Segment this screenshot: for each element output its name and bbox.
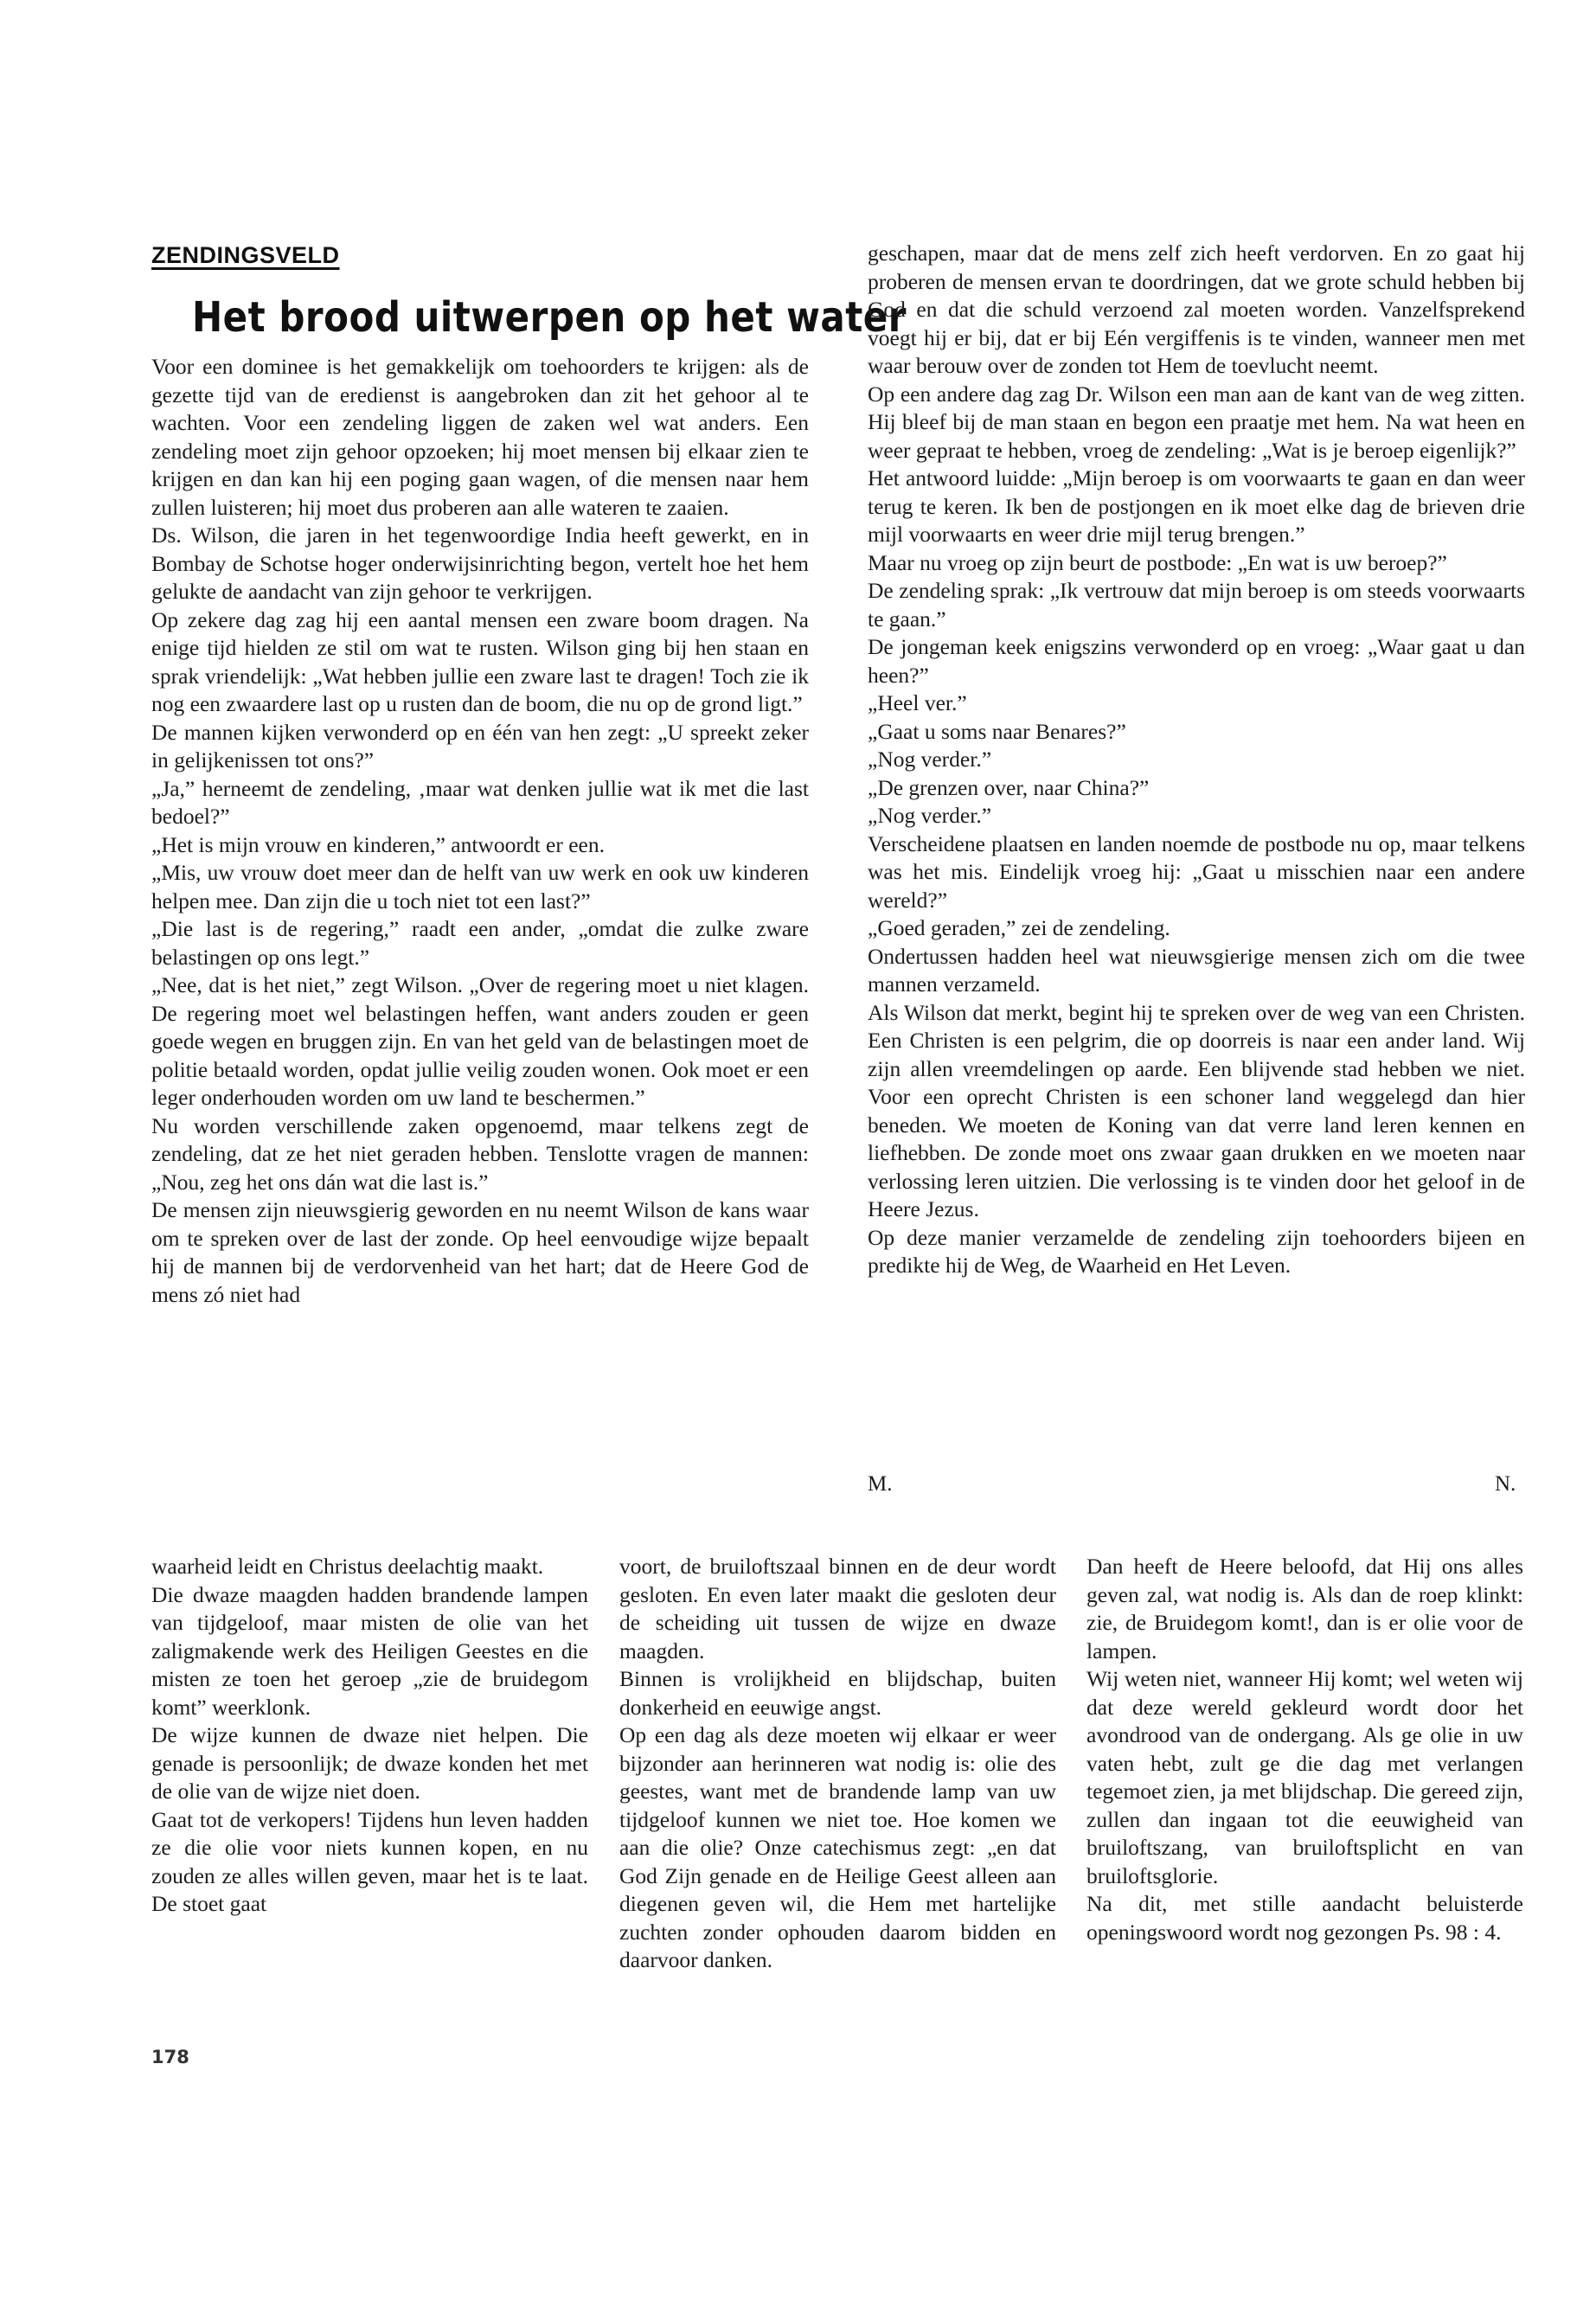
paragraph: De wijze kunnen de dwaze niet helpen. Die genade is persoonlijk; de dwaze konden het met de olie van de wijze niet doen.	[151, 1722, 588, 1804]
paragraph: Gaat tot de verkopers! Tijdens hun leven hadden ze die olie voor niets kunnen kopen, en nu zouden ze alles willen geven, maar het is te laat. De stoet gaat	[151, 1806, 588, 1916]
paragraph: Op een andere dag zag Dr. Wilson een man aan de kant van de weg zitten. Hij bleef bij de man staan en begon een praatje met hem. Na wat heen en weer gepraat te hebben, vroeg de zendeling: „Wat is je beroep eigenlijk?”	[868, 381, 1525, 463]
paragraph: De jongeman keek enigszins verwonderd op en vroeg: „Waar gaat u dan heen?”	[868, 634, 1525, 688]
page-number: 178	[151, 2047, 189, 2067]
upper-left-column	[151, 353, 809, 1309]
paragraph: Ds. Wilson, die jaren in het tegenwoordige India heeft gewerkt, en in Bombay de Schotse hoger onderwijsinrichting begon, vertelt hoe het hem gelukte de aandacht van zijn gehoor te verkrijgen.	[151, 522, 809, 604]
paragraph: Nu worden verschillende zaken opgenoemd, maar telkens zegt de zendeling, dat ze het niet geraden hebben. Tenslotte vragen de mannen: „Nou, zeg het ons dán wat die last is.”	[151, 1112, 809, 1195]
paragraph: Het antwoord luidde: „Mijn beroep is om voorwaarts te gaan en dan weer terug te keren. Ik ben de postjongen en ik moet elke dag de brieven drie mijl voorwaarts en weer drie mijl terug brengen.”	[868, 465, 1525, 547]
paragraph: „Heel ver.”	[868, 690, 967, 715]
paragraph: „Nog verder.”	[868, 803, 992, 828]
paragraph: „Die last is de regering,” raadt een ander, „omdat die zulke zware belastingen op ons legt.”	[151, 916, 809, 970]
paragraph: „Goed geraden,” zei de zendeling.	[868, 915, 1170, 940]
paragraph: Op zekere dag zag hij een aantal mensen een zware boom dragen. Na enige tijd hielden ze stil om wat te rusten. Wilson ging bij hen staan en sprak vriendelijk: „Wat hebben jullie een zware last te dragen! Toch zie ik nog een zwaardere last op u rusten dan de boom, die nu op de grond ligt.”	[151, 606, 809, 716]
upper-right-column	[868, 240, 1525, 1280]
article-headline: Het brood uitwerpen op het water	[192, 292, 907, 342]
paragraph: Wij weten niet, wanneer Hij komt; wel weten wij dat deze wereld gekleurd wordt door het avondrood van de ondergang. Als ge olie in uw vaten hebt, zult ge die dag met verlangen tegemoet zien, ja met blijdschap. Die gereed zijn, zullen dan ingaan tot die eeuwigheid van bruiloftszang, van bruiloftsplicht en van bruiloftsglorie.	[1086, 1666, 1523, 1888]
paragraph: Na dit, met stille aandacht beluisterde openingswoord wordt nog gezongen Ps. 98 : 4.	[1086, 1891, 1523, 1945]
signature-left: M.	[868, 1472, 893, 1496]
paragraph: Als Wilson dat merkt, begint hij te spreken over de weg van een Christen. Een Christen is een pelgrim, die op doorreis is naar een ander land. Wij zijn allen vreemdelingen op aarde. Een blijvende stad hebben we niet. Voor een oprecht Christen is een schoner land weggelegd dan hier beneden. We moeten de Koning van dat verre land leren kennen en liefhebben. De zonde moet ons zwaar gaan drukken en we moeten naar verlossing leren uitzien. Die verlossing is te vinden door het geloof in de Heere Jezus.	[868, 999, 1525, 1221]
paragraph: „Nog verder.”	[868, 747, 992, 772]
paragraph: Die dwaze maagden hadden brandende lampen van tijdgeloof, maar misten de olie van het zaligmakende werk des Heiligen Geestes en die misten ze toen het geroep „zie de bruidegom komt” weerklonk.	[151, 1581, 588, 1720]
paragraph: waarheid leidt en Christus deelachtig maakt.	[151, 1554, 544, 1579]
paragraph: „Nee, dat is het niet,” zegt Wilson. „Over de regering moet u niet klagen. De regering moet wel belastingen heffen, want anders zouden er geen goede wegen en bruggen zijn. En van het geld van de belastingen moet de politie betaald worden, opdat jullie veilig zouden wonen. Ook moet er een leger onderhouden worden om uw land te beschermen.”	[151, 972, 809, 1110]
paragraph: „Ja,” herneemt de zendeling, ‚maar wat denken jullie wat ik met die last bedoel?”	[151, 775, 809, 829]
signature-right: N.	[1495, 1472, 1516, 1496]
lower-column-3	[1086, 1553, 1523, 1946]
paragraph: Ondertussen hadden heel wat nieuwsgierige mensen zich om die twee mannen verzameld.	[868, 943, 1525, 997]
paragraph: geschapen, maar dat de mens zelf zich heeft verdorven. En zo gaat hij proberen de mensen ervan te doordringen, dat we grote schuld hebben bij God en dat die schuld verzoend zal moeten worden. Vanzelfsprekend voegt hij er bij, dat er bij Eén vergiffenis is te vinden, wanneer men met waar berouw over de zonden tot Hem de toevlucht neemt.	[868, 240, 1525, 378]
paragraph: Op deze manier verzamelde de zendeling zijn toehoorders bijeen en predikte hij de Weg, de Waarheid en Het Leven.	[868, 1224, 1525, 1278]
paragraph: „Mis, uw vrouw doet meer dan de helft van uw werk en ook uw kinderen helpen mee. Dan zijn die u toch niet tot een last?”	[151, 860, 809, 913]
paragraph: Binnen is vrolijkheid en blijdschap, buiten donkerheid en eeuwige angst.	[619, 1666, 1056, 1720]
section-label: ZENDINGSVELD	[151, 242, 340, 268]
paragraph: De mensen zijn nieuwsgierig geworden en nu neemt Wilson de kans waar om te spreken over de last der zonde. Op heel eenvoudige wijze bepaalt hij de mannen bij de verdorvenheid van het hart; dat de Heere God de mens zó niet had	[151, 1197, 809, 1307]
paragraph: voort, de bruiloftszaal binnen en de deur wordt gesloten. En even later maakt die gesloten deur de scheiding uit tussen de wijze en dwaze maagden.	[619, 1554, 1056, 1663]
paragraph: De zendeling sprak: „Ik vertrouw dat mijn beroep is om steeds voorwaarts te gaan.”	[868, 578, 1525, 631]
paragraph: Maar nu vroeg op zijn beurt de postbode: „En wat is uw beroep?”	[868, 549, 1447, 575]
paragraph: Dan heeft de Heere beloofd, dat Hij ons alles geven zal, wat nodig is. Als dan de roep klinkt: zie, de Bruidegom komt!, dan is er olie voor de lampen.	[1086, 1554, 1523, 1663]
paragraph: Op een dag als deze moeten wij elkaar er weer bijzonder aan herinneren wat nodig is: olie des geestes, want met de brandende lamp van uw tijdgeloof kunnen we niet toe. Hoe komen we aan die olie? Onze catechismus zegt: „en dat God Zijn genade en de Heilige Geest alleen aan diegenen geven wil, die Hem met hartelijke zuchten zonder ophouden daarom bidden en daarvoor danken.	[619, 1722, 1056, 1972]
paragraph: Voor een dominee is het gemakkelijk om toehoorders te krijgen: als de gezette tijd van de eredienst is aangebroken dan zit het gehoor al te wachten. Voor een zendeling liggen de zaken wel wat anders. Een zendeling moet zijn gehoor opzoeken; hij moet mensen bij elkaar zien te krijgen en dan kan hij een poging gaan wagen, of die mensen naar hem zullen luisteren; hij moet dus proberen aan alle wateren te zaaien.	[151, 354, 809, 520]
paragraph: Verscheidene plaatsen en landen noemde de postbode nu op, maar telkens was het mis. Eindelijk vroeg hij: „Gaat u misschien naar een andere wereld?”	[868, 830, 1525, 913]
paragraph: De mannen kijken verwonderd op en één van hen zegt: „U spreekt zeker in gelijkenissen tot ons?”	[151, 719, 809, 772]
paragraph: „De grenzen over, naar China?”	[868, 774, 1150, 800]
paragraph: „Gaat u soms naar Benares?”	[868, 718, 1126, 744]
paragraph: „Het is mijn vrouw en kinderen,” antwoordt er een.	[151, 831, 605, 857]
lower-column-2	[619, 1553, 1056, 1975]
lower-column-1	[151, 1553, 588, 1919]
